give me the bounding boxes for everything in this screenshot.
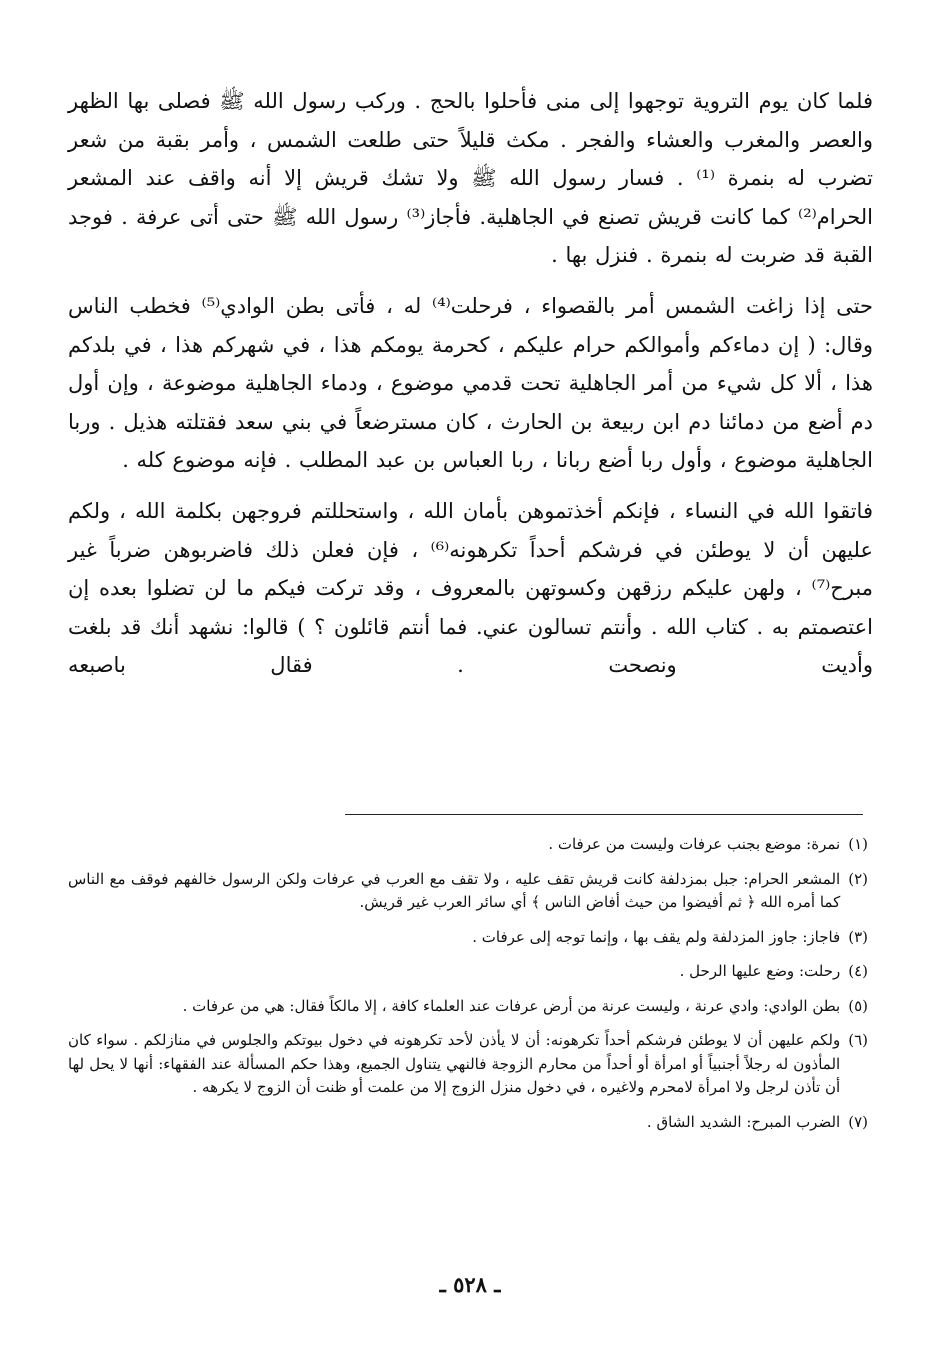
page-number: ـ ٥٢٨ ـ (439, 1272, 501, 1297)
footnote-number: (٧) (848, 1112, 868, 1131)
footnote-number: (٥) (848, 996, 868, 1015)
footnote-text: بطن الوادي: وادي عرنة ، وليست عرنة من أرض عرفات عند العلماء كافة ، إلا مالكاً فقال: هي من عرفات . (182, 996, 841, 1015)
footnote-number: (٣) (848, 927, 868, 946)
footnote-text: فاجاز: جاوز المزدلفة ولم يقف بها ، وإنما توجه إلى عرفات . (472, 927, 841, 946)
footnotes (68, 833, 868, 1145)
footnote-text: المشعر الحرام: جبل بمزدلفة كانت قريش تقف عليه ، ولا تقف مع العرب في عرفات ولكن الرسول خالفهم فوقف مع الناس كما أمره الله ﴿ ثم أفيضوا من حيث أفاض الناس ﴾ أي سائر العرب غير قريش. (68, 869, 841, 911)
footnote (68, 868, 868, 915)
footnote-text: رحلت: وضع عليها الرحل . (679, 962, 841, 980)
main-text (68, 82, 873, 685)
footnote-text: نمرة: موضع بجنب عرفات وليست من عرفات . (548, 835, 841, 853)
footnote (68, 833, 868, 857)
footnote-text: ولكم عليهن أن لا يوطئن فرشكم أحداً تكرهونه: أن لا يأذن لأحد تكرهونه في دخول بيوتكم والجلوس في منازلكم . سواء كان المأذون له رجلاً أجنبياً أو امرأة أو أحداً من محارم الزوجة فالنهي يتناول الجميع، وهذا حكم المسألة عند الفقهاء: أنها لا يحل لها أن تأذن لرجل ولا امرأة لامحرم ولاغيره ، في دخول منزل الزوج إلا من علمت أو ظنت أن الزوج لا يكرهه . (68, 1031, 841, 1096)
footnote-number: (٢) (848, 869, 868, 888)
footnote (68, 926, 868, 950)
footnote-text: الضرب المبرح: الشديد الشاق . (646, 1112, 841, 1131)
footnote-separator (345, 814, 863, 815)
footnote (68, 995, 868, 1019)
footnote-number: (١) (848, 835, 868, 853)
footnote (68, 1111, 868, 1135)
footnote-number: (٤) (848, 962, 868, 980)
footnote-number: (٦) (848, 1031, 868, 1049)
paragraph-3: فاتقوا الله في النساء ، فإنكم أخذتموهن بأمان الله ، واستحللتم فروجهن بكلمة الله ، ولكم عليهن أن لا يوطئن في فرشكم أحداً تكرهونه⁽⁶⁾ ، فإن فعلن ذلك فاضربوهن ضرباً غير مبرح⁽⁷⁾ ، ولهن عليكم رزقهن وكسوتهن بالمعروف ، وقد تركت فيكم ما لن تضلوا بعده إن اعتصمتم به . كتاب الله . وأنتم تسالون عني. فما أنتم قائلون ؟ ) قالوا: نشهد أنك قد بلغت وأديت ونصحت . فقال باصبعه (68, 498, 873, 678)
paragraph-2: حتى إذا زاغت الشمس أمر بالقصواء ، فرحلت⁽⁴⁾ له ، فأتى بطن الوادي⁽⁵⁾ فخطب الناس وقال: ( إن دماءكم وأموالكم حرام عليكم ، كحرمة يومكم هذا ، في شهركم هذا ، في بلدكم هذا ، ألا كل شيء من أمر الجاهلية تحت قدمي موضوع ، ودماء الجاهلية موضوعة ، وإن أول دم أضع من دمائنا دم ابن ربيعة بن الحارث ، كان مسترضعاً في بني سعد فقتلته هذيل . وربا الجاهلية موضوع ، وأول ربا أضع ربانا ، ربا العباس بن عبد المطلب . فإنه موضوع كله . (68, 293, 873, 473)
footnote (68, 960, 868, 984)
footnote (68, 1029, 868, 1100)
paragraph-1: فلما كان يوم التروية توجهوا إلى منى فأحلوا بالحج . وركب رسول الله ﷺ فصلى بها الظهر والعصر والمغرب والعشاء والفجر . مكث قليلاً حتى طلعت الشمس ، وأمر بقبة من شعر تضرب له بنمرة ⁽¹⁾ . فسار رسول الله ﷺ ولا تشك قريش إلا أنه واقف عند المشعر الحرام⁽²⁾ كما كانت قريش تصنع في الجاهلية. فأجاز⁽³⁾ رسول الله ﷺ حتى أتى عرفة . فوجد القبة قد ضربت له بنمرة . فنزل بها . (68, 89, 874, 268)
